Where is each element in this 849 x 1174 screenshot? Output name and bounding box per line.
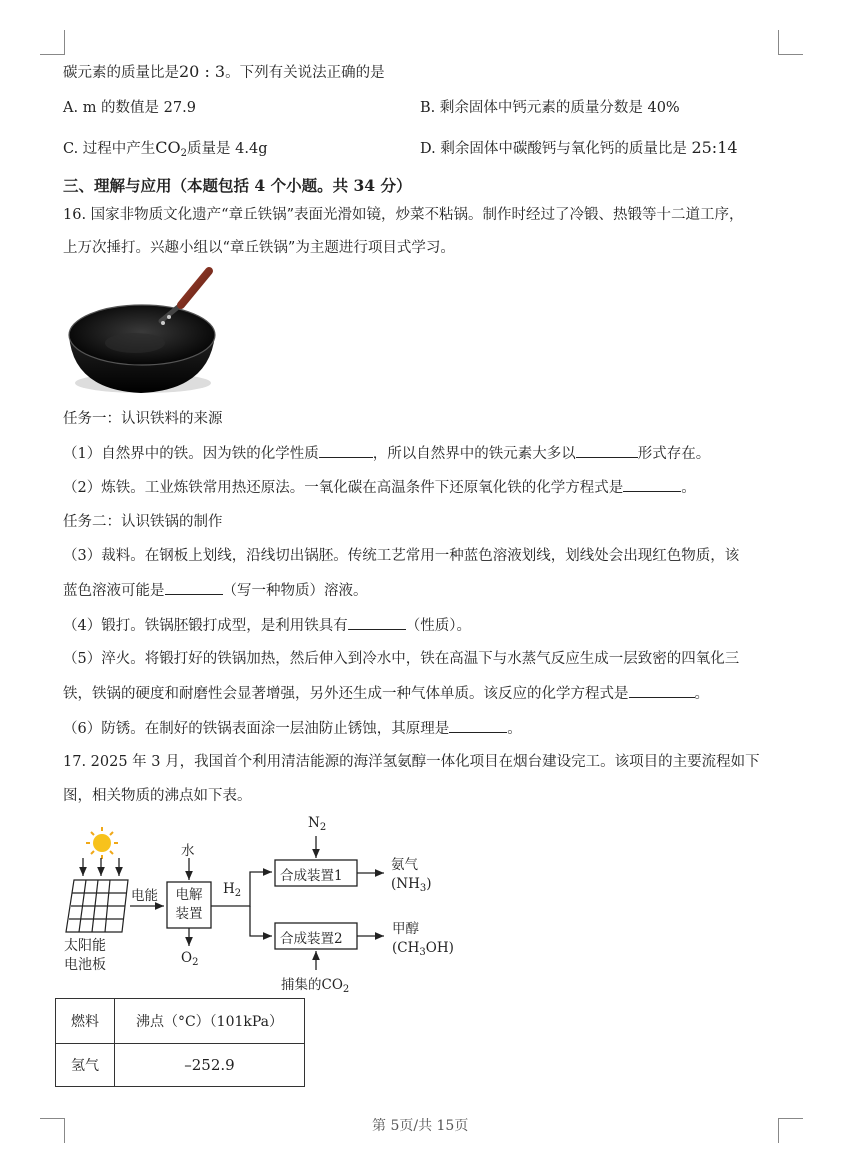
methanol-formula-close: OH) [425,940,454,956]
electrolysis-label-line-2: 装置 [175,906,203,922]
table-cell: –252.9 [115,1044,305,1087]
q16-part-2-text: （2）炼铁。工业炼铁常用热还原法。一氧化碳在高温条件下还原氧化铁的化学方程式是 [63,480,624,496]
option-c-text-end: 质量是 4.4g [187,141,268,157]
q16-part-1-text-mid: ，所以自然界中的铁元素大多以 [372,446,576,462]
continuation-text: 碳元素的质量比是 [63,65,179,81]
section-heading: 三、理解与应用（本题包括 4 个小题。共 34 分） [63,176,412,195]
h2-arrow-up [211,872,272,906]
electrolysis-label [171,886,207,924]
sun-icon [86,827,118,859]
captured-co2-subscript: 2 [342,984,350,995]
h2-arrow-down [250,906,272,936]
option-d-ratio: 25:14 [691,138,738,157]
captured-co2-text: 捕集的CO [281,977,343,993]
table-row [56,1044,305,1087]
ammonia-subscript: 3 [419,883,427,894]
option-c-letter: C. [63,141,79,157]
solar-panel-label-line-2: 电池板 [64,957,106,973]
electric-label: 电能 [131,888,158,904]
continuation-text-end: 。下列有关说法正确的是 [225,65,385,81]
hydrogen-subscript: 2 [234,888,242,899]
co2-subscript: 2 [180,148,188,159]
ammonia-formula: (NH [391,876,420,892]
q16-part-6-text: （6）防锈。在制好的铁锅表面涂一层油防止锈蚀，其原理是 [63,721,450,737]
q16-part-5-text-end: 。 [694,686,709,702]
oxygen-label [181,950,198,968]
hydrogen-symbol: H [223,881,235,897]
nitrogen-symbol: N [308,815,320,831]
q16-part-6-text-end: 。 [507,721,522,737]
q16-part-3-text-end: （写一种物质）溶液。 [222,583,368,599]
q16-part-4-text-end: （性质）。 [405,618,471,634]
table-header-cell: 沸点（°C）（101kPa） [115,999,305,1044]
page-footer: 第 5页/共 15页 [372,1118,469,1134]
q16-part-3-text: 蓝色溶液可能是 [63,583,165,599]
option-c-text: 过程中产生 [82,141,156,157]
nitrogen-label [308,815,326,833]
q16-part-3-line-1: （3）裁料。在钢板上划线，沿线切出锅胚。传统工艺常用一种蓝色溶液划线，划线处会出现红色物质，该 [63,548,740,564]
water-label: 水 [181,843,195,859]
solar-panel-label [64,937,106,975]
task-1-heading: 任务一：认识铁料的来源 [63,411,223,427]
option-a-text: m 的数值是 27.9 [82,100,196,116]
ammonia-formula-close: ) [426,876,432,892]
task-2-heading: 任务二：认识铁锅的制作 [63,514,223,530]
co2-formula: CO [155,138,181,157]
table-header-cell: 燃料 [56,999,115,1044]
q16-part-5-text: 铁，铁锅的硬度和耐磨性会显著增强，另外还生成一种气体单质。该反应的化学方程式是 [63,686,629,702]
hydrogen-label [223,881,241,899]
methanol-label [392,920,454,962]
table-header-row [56,999,305,1044]
q16-part-5-line-1: （5）淬火。将锻打好的铁锅加热，然后伸入到冷水中，铁在高温下与水蒸气反应生成一层致密的四氧化三 [63,651,740,667]
q16-line-2: 上万次捶打。兴趣小组以“章丘铁锅”为主题进行项目式学习。 [63,240,455,256]
q16-part-1-text-end: 形式存在。 [637,446,711,462]
ammonia-name: 氨气 [391,857,418,873]
q16-part-2-text-end: 。 [681,480,696,496]
mass-ratio: 20 : 3 [179,62,226,81]
q17-line-1: 17. 2025 年 3 月，我国首个利用清洁能源的海洋氢氨醇一体化项目在烟台建设完工。该项目的主要流程如下 [63,754,760,770]
q17-line-2: 图，相关物质的沸点如下表。 [63,788,252,804]
q16-part-1-text: （1）自然界中的铁。因为铁的化学性质 [63,446,319,462]
sunlight-arrows [83,858,119,876]
synthesis-2-label: 合成装置2 [280,931,343,947]
methanol-formula: (CH [392,940,420,956]
q16-part-4-text: （4）锻打。铁锅胚锻打成型，是利用铁具有 [63,618,348,634]
solar-panel-icon [66,880,128,932]
oxygen-subscript: 2 [192,957,199,968]
solar-panel-label-line-1: 太阳能 [64,938,106,954]
option-b-text: 剩余固体中钙元素的质量分数是 40% [439,100,680,116]
oxygen-symbol: O [181,950,193,966]
electrolysis-label-line-1: 电解 [175,887,203,903]
option-a-letter: A. [63,100,79,116]
synthesis-1-label: 合成装置1 [280,868,343,884]
option-d-letter: D. [420,141,436,157]
table-cell: 氢气 [56,1044,115,1087]
methanol-name: 甲醇 [392,921,419,937]
nitrogen-subscript: 2 [319,822,327,833]
option-d-text: 剩余固体中碳酸钙与氧化钙的质量比是 [440,141,687,157]
boiling-point-table [55,998,305,1087]
option-b-letter: B. [420,100,436,116]
methanol-subscript: 3 [419,947,426,958]
ammonia-label [391,856,432,898]
captured-co2-label [281,973,349,995]
q16-line-1: 16. 国家非物质文化遗产“章丘铁锅”表面光滑如镜，炒菜不粘锅。制作时经过了冷锻、热锻等十二道工序， [63,207,744,223]
